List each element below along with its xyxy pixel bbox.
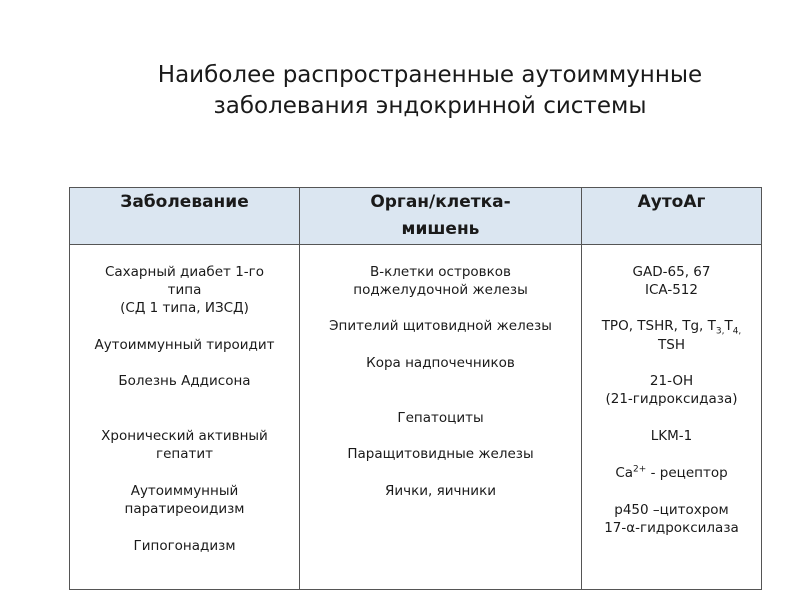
autoag-calcium-receptor — [582, 464, 761, 482]
disease-parathyroid-line-2: паратиреоидизм — [124, 501, 245, 517]
autoimmune-table — [69, 187, 762, 590]
disease-hypogonadism: Гипогонадизм — [133, 538, 236, 554]
disease-hepatitis-line-1: Хронический активный — [101, 428, 268, 444]
page-title — [60, 60, 800, 122]
organ-gonads: Яички, яичники — [384, 483, 497, 499]
disease-hepatitis-line-2: гепатит — [156, 446, 213, 462]
header-organ-line-2: мишень — [401, 219, 480, 239]
organ-beta-cells-line-1: В-клетки островков — [369, 264, 511, 280]
organ-thyroid-epithelium: Эпителий щитовидной железы — [329, 318, 552, 334]
disease-parathyroid-line-1: Аутоиммунный — [130, 483, 239, 499]
autoag-t3-subscript: 3, — [715, 326, 725, 337]
autoag-lkm: LKM-1 — [650, 428, 693, 444]
header-autoag-label: АутоАг — [637, 192, 706, 212]
header-organ — [299, 188, 582, 244]
autoag-t4-subscript: 4, — [732, 326, 742, 337]
autoag-ca-suffix: - рецептор — [646, 465, 728, 481]
autoag-p450: р450 –цитохром — [614, 502, 729, 518]
autoag-gad: GAD-65, 67 — [632, 264, 711, 280]
disease-addison: Болезнь Аддисона — [118, 373, 251, 389]
autoag-17-hydroxylase: 17-α-гидроксилаза — [604, 520, 739, 536]
disease-diabetes-line-2: типа — [167, 282, 202, 298]
title-line-2: заболевания эндокринной системы — [213, 93, 647, 119]
disease-diabetes-line-1: Сахарный диабет 1-го — [104, 264, 265, 280]
disease-diabetes-line-3: (СД 1 типа, ИЗСД) — [120, 300, 249, 316]
header-disease-label: Заболевание — [120, 192, 249, 212]
autoag-tsh: TSH — [658, 337, 685, 353]
autoag-thyroid-antigens — [582, 317, 761, 335]
autoag-21-oh: 21-OH — [649, 373, 694, 389]
autoag-21-hydroxidase: (21-гидроксидаза) — [605, 391, 738, 407]
organ-hepatocytes: Гепатоциты — [397, 410, 484, 426]
autoag-ica: ICA-512 — [645, 282, 698, 298]
autoag-ca-prefix: Ca — [615, 465, 634, 481]
title-line-1: Наиболее распространенные аутоиммунные — [157, 62, 703, 88]
column-divider-1 — [299, 188, 300, 589]
organ-adrenal-cortex: Кора надпочечников — [366, 355, 515, 371]
header-disease — [70, 188, 299, 244]
organ-beta-cells-line-2: поджелудочной железы — [353, 282, 528, 298]
autoag-t-letter: T — [724, 318, 733, 334]
autoag-ca-superscript: 2+ — [633, 464, 647, 475]
disease-thyroiditis: Аутоиммунный тироидит — [94, 337, 275, 353]
header-autoag — [582, 188, 761, 244]
organ-parathyroid-glands: Паращитовидные железы — [347, 446, 534, 462]
header-organ-line-1: Орган/клетка- — [370, 192, 511, 212]
table-header-row — [70, 188, 761, 245]
autoag-tpo-prefix: TPO, TSHR, Tg, T — [601, 318, 716, 334]
